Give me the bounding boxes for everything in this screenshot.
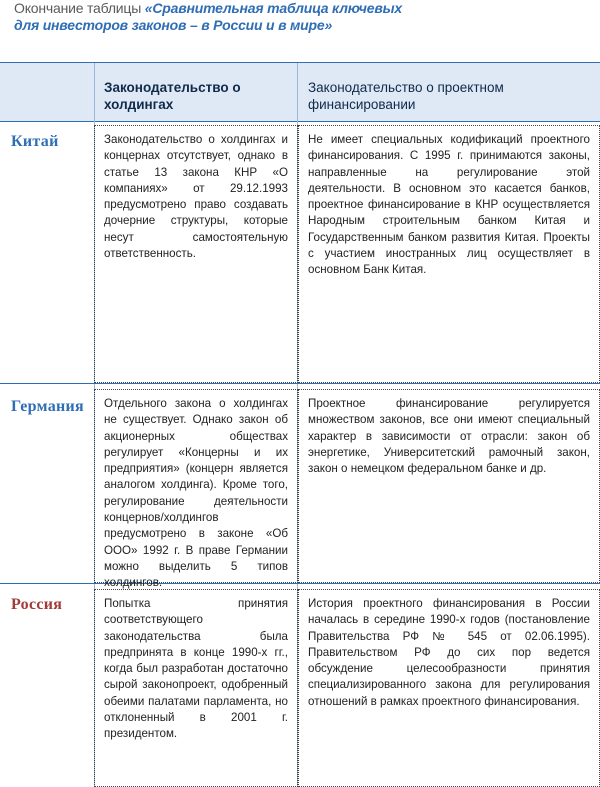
row-separator-1 — [0, 383, 600, 384]
table-header — [0, 63, 600, 122]
cell-russia-project: История проектного финансирования в России началась в середине 1990-х годов (постановление Правительства РФ № 545 от 02.06.1995). Правительством РФ до сих пор ведется обсуждение целесообразности принятия специализированного закона для регулирования отношений в рамках проектного финансирования. — [298, 589, 600, 787]
header-col-project: Законодательство о проектном финансировании — [308, 80, 504, 112]
row-title-germany: Германия — [11, 398, 85, 415]
cell-germany-holdings: Отдельного закона о холдингах не существует. Однако закон об акционерных обществах регулирует «Концерны и их предприятия» (концерн является аналогом холдинга). Кроме того, регулирование деятельности концернов/холдингов предусмотрено в законе «Об ООО» 1992 г. В праве Германии можно выделить 5 типов холдингов. — [94, 389, 298, 583]
row-title-china: Китай — [11, 133, 59, 150]
cell-china-holdings: Законодательство о холдингах и концернах отсутствует, однако в статье 13 закона КНР «О компаниях» от 29.12.1993 предусмотрено право создавать дочерние структуры, которые несут самостоятельную ответственность. — [94, 125, 298, 383]
caption-prefix: Окончание таблицы — [14, 0, 145, 16]
caption-title-line1: «Сравнительная таблица ключевых — [144, 0, 402, 16]
cell-russia-holdings: Попытка принятия соответствующего законодательства была предпринята в конце 1990-х гг., когда был разработан достаточно сырой законопроект, одобренный обеими палатами парламента, но отклоненный в 2001 г. президентом. — [94, 589, 298, 787]
cell-germany-project: Проектное финансирование регулируется множеством законов, все они имеют специальный характер в зависимости от отрасли: закон об энергетике, Университетский рамочный закон, закон о немецком федеральном банке и др. — [298, 389, 600, 583]
row-separator-2 — [0, 583, 600, 584]
row-title-russia: Россия — [11, 596, 63, 613]
comparison-table — [0, 62, 600, 787]
cell-china-project: Не имеет специальных кодификаций проектного финансирования. С 1995 г. принимаются законы, направленные на регулирование этой деятельности. В основном это касается банков, проектное финансирование в КНР осуществляется Народным строительным банком Китая и Государственным банком развития Китая. Проекты с участием иностранных лиц осуществляет в основном Банк Китая. — [298, 125, 600, 383]
caption-title-line2: для инвесторов законов – в России и в мире» — [14, 17, 333, 33]
header-col-holdings: Законодательство о холдингах — [104, 80, 241, 112]
table-caption — [14, 0, 594, 34]
